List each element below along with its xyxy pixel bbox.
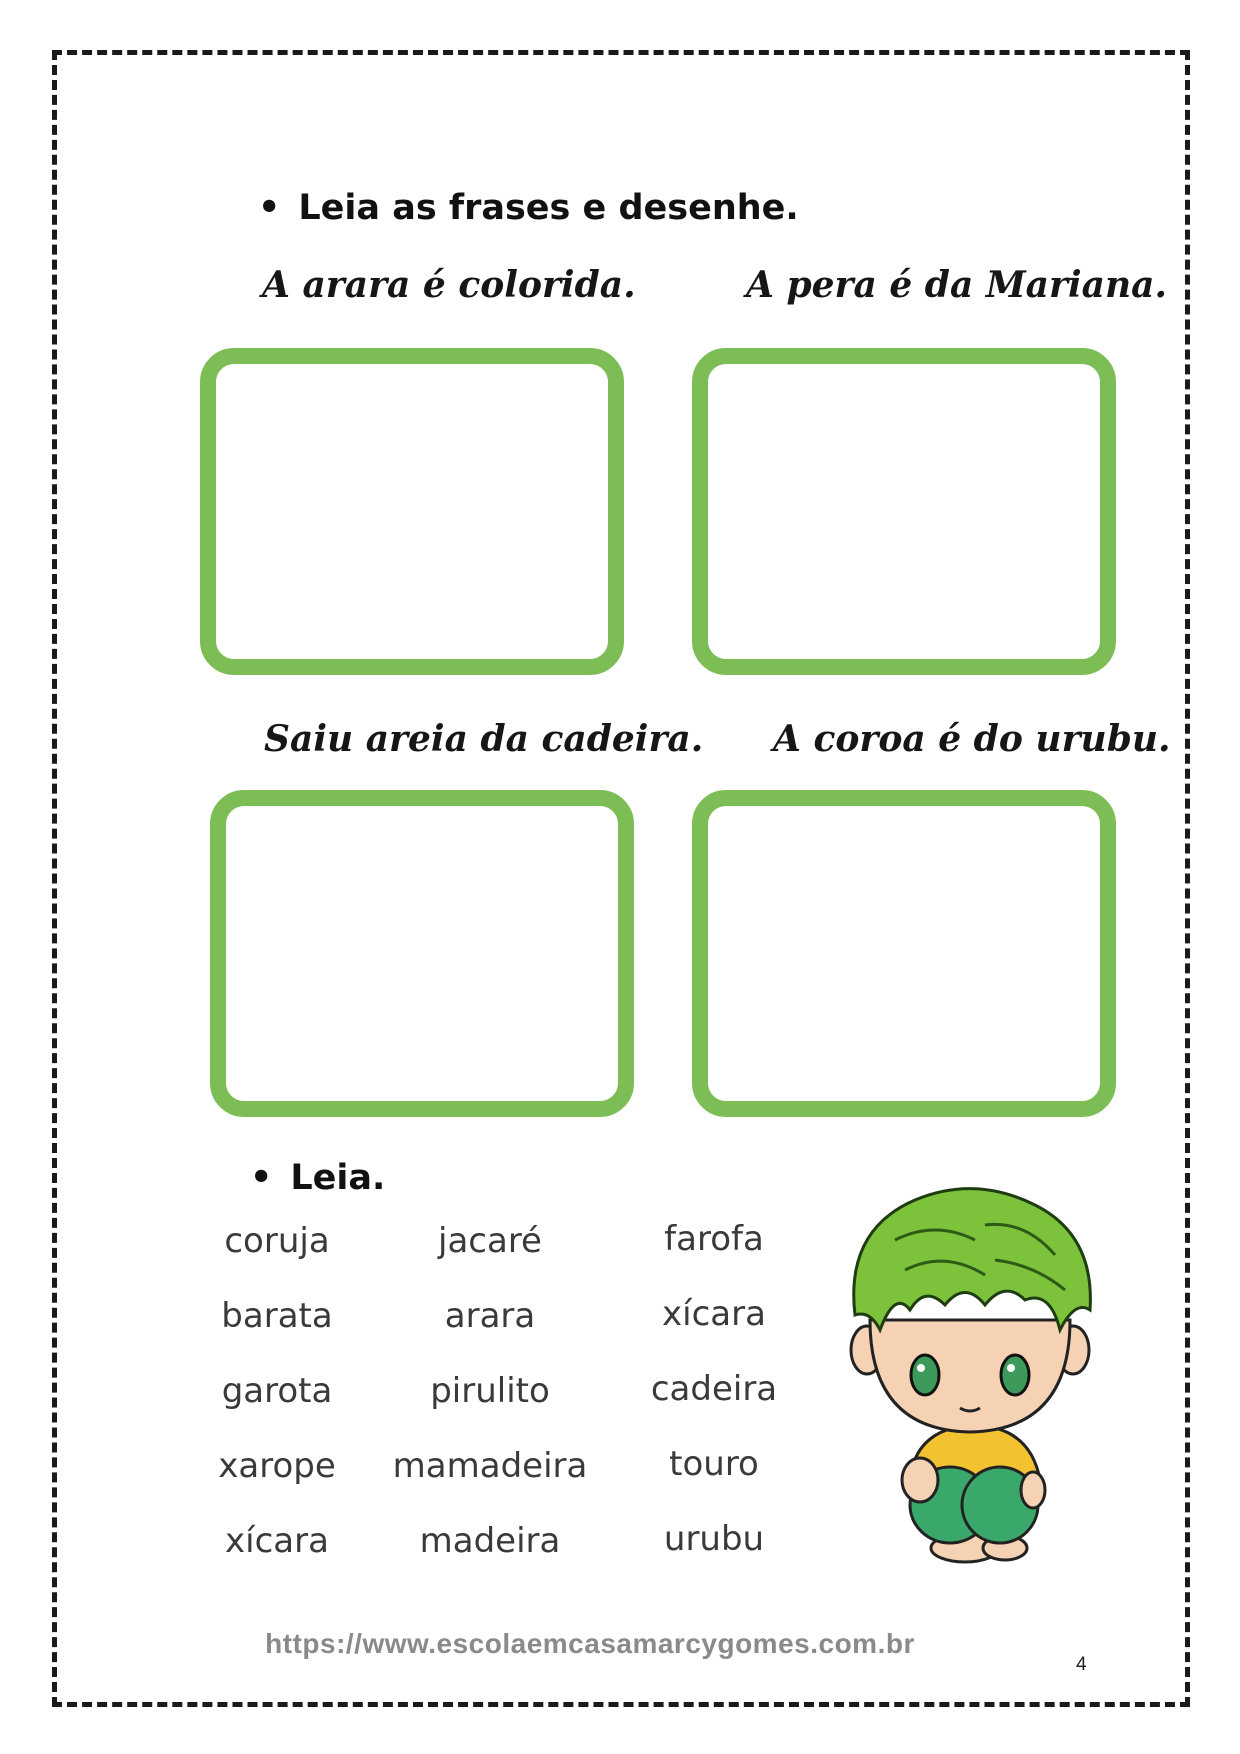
word-item: touro: [669, 1444, 759, 1484]
word-item: coruja: [224, 1221, 330, 1261]
word-item: arara: [444, 1296, 536, 1336]
footer-website-url: https://www.escolaemcasamarcygomes.com.br: [265, 1628, 915, 1659]
word-item: farofa: [664, 1219, 764, 1259]
word-item: mamadeira: [392, 1446, 588, 1486]
instruction-heading-read: [250, 1158, 385, 1198]
boy-with-green-hair-illustration: [835, 1180, 1110, 1570]
word-item: urubu: [663, 1519, 765, 1559]
word-item: xícara: [225, 1521, 329, 1561]
sentence-2: A pera é da Mariana.: [746, 264, 1168, 306]
word-item: madeira: [419, 1521, 561, 1561]
word-item: xícara: [662, 1294, 766, 1334]
drawing-box-1[interactable]: [200, 348, 624, 675]
bullet-icon: •: [258, 188, 281, 228]
drawing-box-3[interactable]: [210, 790, 634, 1117]
sentence-3: Saiu areia da cadeira.: [264, 718, 704, 760]
drawing-box-2[interactable]: [692, 348, 1116, 675]
word-item: barata: [221, 1296, 333, 1336]
instruction-text: Leia.: [290, 1158, 386, 1198]
sentence-1: A arara é colorida.: [262, 264, 636, 306]
drawing-box-4[interactable]: [692, 790, 1116, 1117]
instruction-text: Leia as frases e desenhe.: [298, 188, 799, 228]
word-item: garota: [221, 1371, 333, 1411]
word-item: cadeira: [650, 1369, 778, 1409]
word-item: pirulito: [430, 1371, 550, 1411]
page-number: 4: [1076, 1654, 1087, 1675]
instruction-heading-draw: [258, 188, 799, 228]
bullet-icon: •: [250, 1158, 273, 1198]
word-item: xarope: [218, 1446, 336, 1486]
sentence-4: A coroa é do urubu.: [773, 718, 1171, 760]
word-item: jacaré: [438, 1221, 542, 1261]
